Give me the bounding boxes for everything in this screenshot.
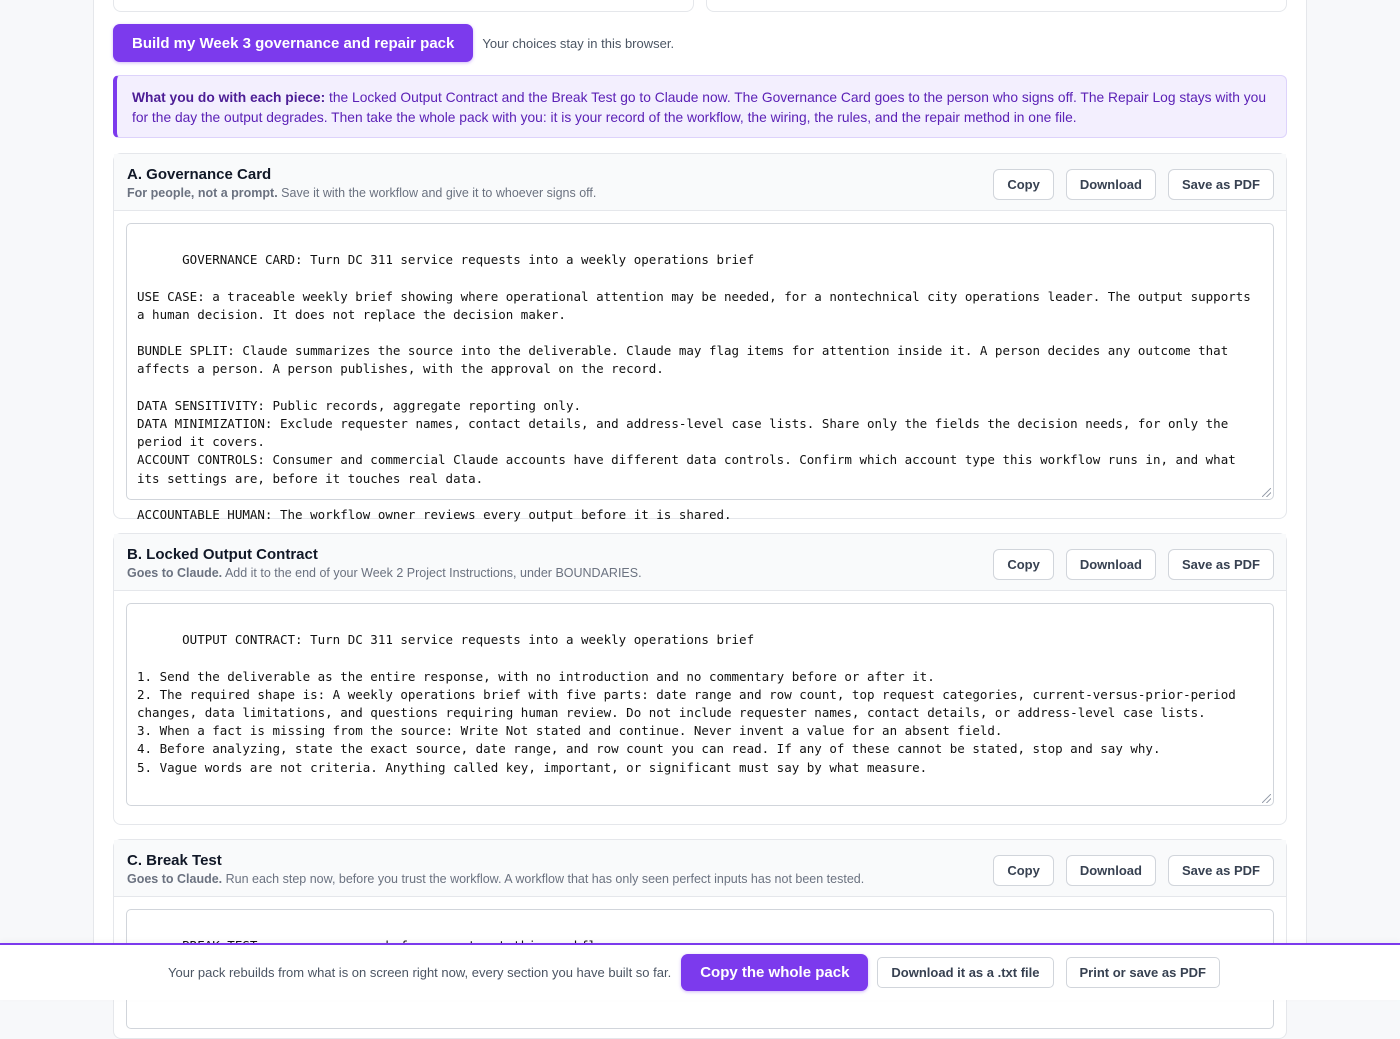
governance-card-text: GOVERNANCE CARD: Turn DC 311 service requests into a weekly operations brief USE CASE: a traceable weekly brief showing where operational attention may be needed, for a nontechnical city operations leader. The output supports a human decision. It does not replace the decision maker. BUNDLE SPLIT: Claude summarizes the source into the deliverable. Claude may flag items for attention inside it. A person decides any outcome that affects a person. A person publishes, with the approval on the record. DATA SENSITIVITY: Public records, aggregate reporting only. DATA MINIMIZATION: Exclude requester names, contact details, and address-level case lists. Share only the fields the decision needs, for only the period it covers. ACCOUNT CONTROLS: Consumer and commercial Claude accounts have different data controls. Confirm which account type this workflow runs in, and what its settings are, before it touches real data. ACCOUNTABLE HUMAN: The workflow owner reviews every output before it is shared. [137, 252, 1251, 523]
contract-copy-button[interactable]: Copy [993, 549, 1054, 580]
output-contract-text: OUTPUT CONTRACT: Turn DC 311 service requests into a weekly operations brief 1. Send the deliverable as the entire response, with no introduction and no commentary before or after it. 2. The required shape is: A weekly operations brief with five parts: date range and row count, top request categories, current-versus-prior-period changes, data limitations, and questions requiring human review. Do not include requester names, contact details, or address-level case lists. 3. When a fact is missing from the source: Write Not stated and continue. Never invent a value for an absent field. 4. Before analyzing, state the exact source, date range, and row count you can read. If any of these cannot be stated, stop and say why. 5. Vague words are not criteria. Anything called key, important, or significant must say by what measure. [137, 632, 1236, 775]
output-contract-sub-lead: Goes to Claude. [127, 566, 223, 580]
output-contract-sub-text: Add it to the end of your Week 2 Project Instructions, under BOUNDARIES. [222, 566, 642, 580]
resize-handle-icon[interactable] [1262, 794, 1271, 803]
governance-card-sub-text: Save it with the workflow and give it to whoever signs off. [277, 186, 597, 200]
governance-card [113, 153, 1287, 523]
break-test-actions [993, 855, 1274, 886]
break-test-card [113, 839, 1287, 1039]
output-contract-actions [993, 549, 1274, 580]
contract-download-button[interactable]: Download [1066, 549, 1156, 580]
download-txt-button[interactable]: Download it as a .txt file [877, 957, 1053, 988]
output-contract-card-header [114, 534, 1286, 591]
resize-handle-icon[interactable] [1262, 488, 1271, 497]
build-pack-button[interactable]: Build my Week 3 governance and repair pack [113, 24, 473, 62]
page-container [93, 0, 1307, 1000]
governance-card-textarea[interactable] [126, 223, 1274, 523]
previous-card-right [706, 0, 1287, 12]
contract-save-pdf-button[interactable]: Save as PDF [1168, 549, 1274, 580]
build-row [113, 24, 674, 62]
sticky-pack-bar [0, 943, 1400, 1000]
governance-card-title: A. Governance Card [127, 166, 272, 183]
governance-copy-button[interactable]: Copy [993, 169, 1054, 200]
copy-whole-pack-button[interactable]: Copy the whole pack [681, 954, 868, 991]
instructions-callout [113, 75, 1287, 138]
break-test-copy-button[interactable]: Copy [993, 855, 1054, 886]
print-pdf-button[interactable]: Print or save as PDF [1066, 957, 1220, 988]
output-contract-card [113, 533, 1287, 825]
callout-text: the Locked Output Contract and the Break Test go to Claude now. The Governance Card goes to the person who signs off. The Repair Log stays with you for the day the output degrades. Then take the whole pack with you: it is your record of the workflow, the wiring, the rules, and the repair method in one file. [132, 90, 1266, 125]
break-test-card-title: C. Break Test [127, 852, 222, 869]
governance-card-actions [993, 169, 1274, 200]
governance-card-sub-lead: For people, not a prompt. [127, 186, 278, 200]
pack-bar-note: Your pack rebuilds from what is on screen right now, every section you have built so far. [168, 965, 672, 980]
governance-download-button[interactable]: Download [1066, 169, 1156, 200]
break-test-card-header [114, 840, 1286, 897]
break-test-save-pdf-button[interactable]: Save as PDF [1168, 855, 1274, 886]
break-test-download-button[interactable]: Download [1066, 855, 1156, 886]
build-note: Your choices stay in this browser. [482, 35, 675, 51]
callout-lead: What you do with each piece: [132, 90, 326, 105]
break-test-sub-text: Run each step now, before you trust the workflow. A workflow that has only seen perfect inputs has not been tested. [222, 872, 865, 886]
output-contract-card-title: B. Locked Output Contract [127, 546, 318, 563]
governance-save-pdf-button[interactable]: Save as PDF [1168, 169, 1274, 200]
break-test-sub-lead: Goes to Claude. [127, 872, 223, 886]
governance-card-header [114, 154, 1286, 211]
output-contract-textarea[interactable] [126, 603, 1274, 806]
previous-card-left [113, 0, 694, 12]
